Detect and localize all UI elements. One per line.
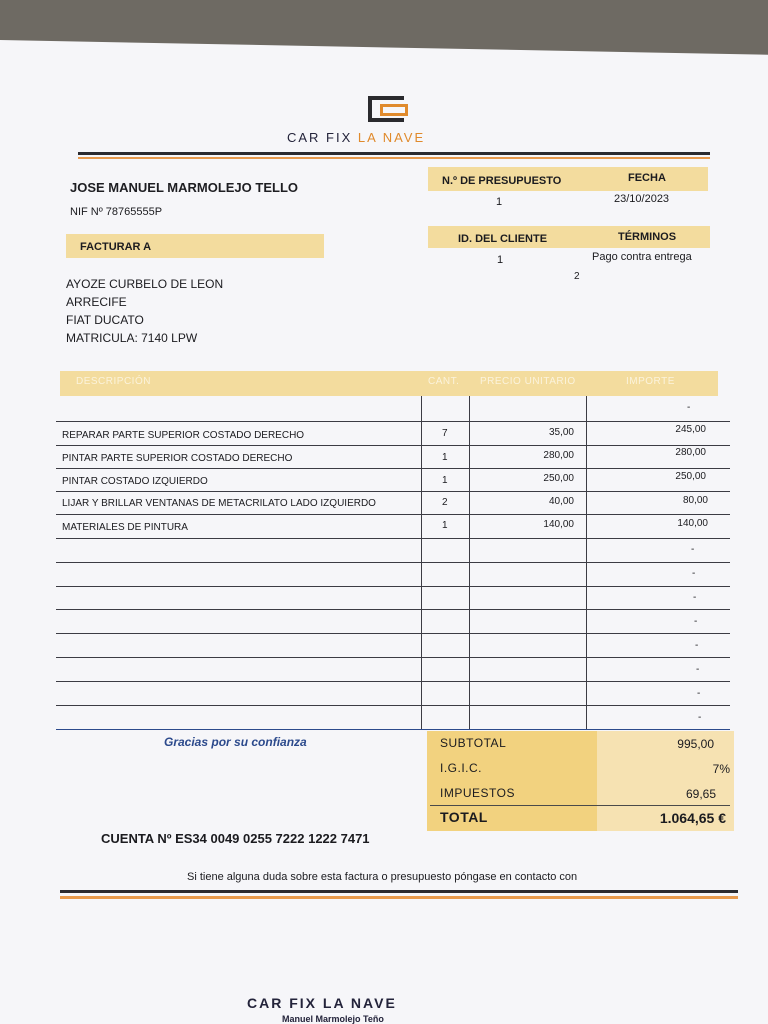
row-amount: 280,00 — [675, 447, 706, 458]
header-rule — [78, 152, 710, 155]
stray-mark: 2 — [574, 271, 580, 282]
col-qty-header: CANT. — [428, 376, 460, 387]
subtotal-label: SUBTOTAL — [440, 736, 507, 750]
row-amount-dash: - — [693, 592, 697, 603]
row-line — [56, 681, 730, 682]
header-rule-accent — [78, 157, 710, 159]
row-amount: 250,00 — [675, 471, 706, 482]
date-label: FECHA — [628, 172, 666, 184]
client-id-label: ID. DEL CLIENTE — [458, 233, 548, 245]
igic-label: I.G.I.C. — [440, 761, 483, 775]
row-amount-dash: - — [694, 616, 698, 627]
row-unit-price: 35,00 — [548, 427, 574, 438]
row-line — [56, 705, 730, 706]
row-unit-price: 40,00 — [548, 496, 574, 507]
bill-to-label: FACTURAR A — [80, 241, 152, 253]
terms-label: TÉRMINOS — [618, 231, 677, 243]
row-description: MATERIALES DE PINTURA — [62, 522, 188, 533]
col-amount-header: IMPORTE — [626, 376, 675, 387]
brand-name-b: LA NAVE — [357, 130, 426, 145]
row-amount: 140,00 — [677, 518, 708, 529]
row-amount-dash: - — [698, 712, 702, 723]
terms: Pago contra entrega — [592, 251, 692, 263]
row-amount-dash: - — [695, 640, 699, 651]
col-unit-price-header: PRECIO UNITARIO — [480, 376, 576, 387]
row-description: REPARAR PARTE SUPERIOR COSTADO DERECHO — [62, 430, 305, 441]
subtotal-value: 995,00 — [677, 737, 714, 751]
row-line — [56, 491, 730, 492]
total-value: 1.064,65 € — [659, 810, 726, 826]
quote-number: 1 — [496, 196, 503, 208]
row-qty: 7 — [442, 428, 448, 439]
quote-date: 23/10/2023 — [614, 193, 670, 205]
row-amount-dash: - — [692, 568, 696, 579]
col-description-header: DESCRIPCIÓN — [76, 376, 151, 387]
client-name: AYOZE CURBELO DE LEON — [66, 277, 224, 291]
row-qty: 2 — [442, 497, 448, 508]
row-amount-dash: - — [687, 402, 691, 413]
taxes-label: IMPUESTOS — [440, 786, 515, 800]
total-label: TOTAL — [440, 809, 488, 825]
brand-title — [287, 130, 425, 145]
row-line — [56, 586, 730, 587]
row-line — [56, 421, 730, 422]
igic-value: 7% — [712, 762, 730, 776]
client-plate: MATRICULA: 7140 LPW — [66, 331, 198, 345]
totals-divider — [430, 805, 730, 806]
row-amount: 80,00 — [682, 495, 708, 506]
brand-name-a: CAR FIX — [287, 130, 358, 145]
row-line — [56, 609, 730, 610]
row-line — [56, 445, 730, 446]
contact-note: Si tiene alguna duda sobre esta factura o presupuesto póngase en contacto con — [187, 871, 578, 883]
thanks-message: Gracias por su confianza — [164, 735, 307, 749]
row-line — [56, 657, 730, 658]
client-vehicle: FIAT DUCATO — [66, 313, 144, 327]
client-city: ARRECIFE — [66, 295, 127, 309]
row-unit-price: 280,00 — [543, 450, 574, 461]
client-id: 1 — [497, 254, 504, 266]
taxes-value: 69,65 — [685, 787, 716, 801]
quote-number-label: N.º DE PRESUPUESTO — [442, 175, 562, 187]
issuer-name: JOSE MANUEL MARMOLEJO TELLO — [70, 180, 298, 195]
table-bottom-line — [56, 729, 730, 730]
logo-icon — [368, 96, 404, 122]
row-amount-dash: - — [696, 664, 700, 675]
row-description: PINTAR PARTE SUPERIOR COSTADO DERECHO — [62, 453, 293, 464]
footer-rule-accent — [60, 896, 738, 899]
table-header — [60, 371, 718, 396]
row-qty: 1 — [442, 475, 448, 486]
row-description: PINTAR COSTADO IZQUIERDO — [62, 476, 208, 487]
row-line — [56, 538, 730, 539]
row-amount-dash: - — [697, 688, 701, 699]
row-line — [56, 562, 730, 563]
footer-subtitle: Manuel Marmolejo Teño — [282, 1014, 384, 1024]
row-unit-price: 250,00 — [543, 473, 574, 484]
row-amount-dash: - — [691, 544, 695, 555]
row-amount: 245,00 — [675, 424, 706, 435]
row-qty: 1 — [442, 452, 448, 463]
row-line — [56, 514, 730, 515]
row-line — [56, 468, 730, 469]
row-unit-price: 140,00 — [543, 519, 574, 530]
row-line — [56, 633, 730, 634]
bank-account: CUENTA Nº ES34 0049 0255 7222 1222 7471 — [101, 831, 370, 846]
issuer-nif: NIF Nº 78765555P — [70, 206, 163, 218]
footer-brand: CAR FIX LA NAVE — [247, 995, 397, 1011]
row-description: LIJAR Y BRILLAR VENTANAS DE METACRILATO LADO IZQUIERDO — [62, 498, 376, 509]
footer-rule — [60, 890, 738, 893]
row-qty: 1 — [442, 520, 448, 531]
